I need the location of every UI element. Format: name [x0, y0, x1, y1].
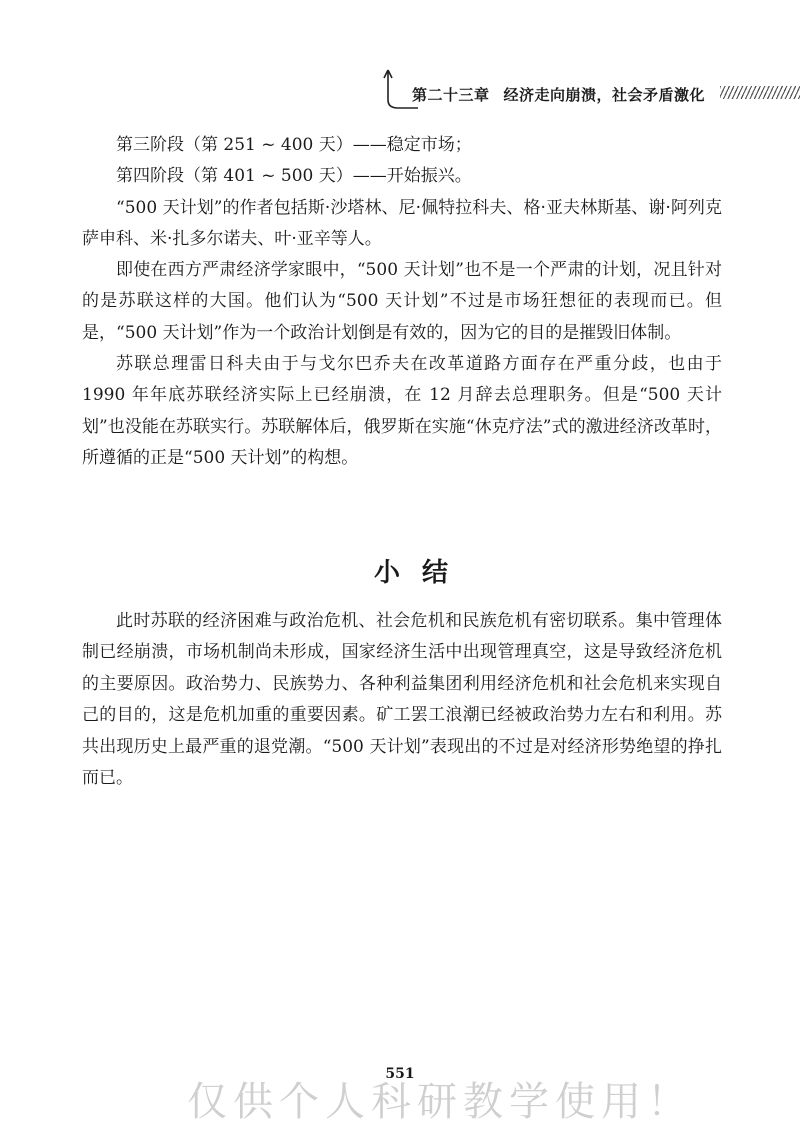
chapter-number: 第二十三章 [412, 86, 490, 104]
paragraph: 即使在西方严肃经济学家眼中，“500 天计划”也不是一个严肃的计划，况且针对的是苏联这样的大国。他们认为“500 天计划”不过是市场狂想征的表现而已。但是，“500 天计划”作为一个政治计划倒是有效的，因为它的目的是摧毁旧体制。 [82, 260, 722, 343]
page-number: 551 [385, 1066, 415, 1082]
section-title: 小结 [373, 558, 470, 588]
watermark: 仅供个人科研教学使用！ [187, 1079, 693, 1125]
running-header [378, 66, 800, 110]
paragraph: 苏联总理雷日科夫由于与戈尔巴乔夫在改革道路方面存在严重分歧，也由于 1990 年年底苏联经济实际上已经崩溃，在 12 月辞去总理职务。但是“500 天计划”也没能在苏联实行。苏联解体后，俄罗斯在实施“休克疗法”式的激进经济改革时，所遵循的正是“500 天计划”的构想。 [82, 354, 722, 468]
summary-text [82, 606, 722, 794]
header-hatch-decoration [720, 86, 800, 99]
summary-paragraph: 此时苏联的经济困难与政治危机、社会危机和民族危机有密切联系。集中管理体制已经崩溃，市场机制尚未形成，国家经济生活中出现管理真空，这是导致经济危机的主要原因。政治势力、民族势力、各种利益集团利用经济危机和社会危机来实现自己的目的，这是危机加重的重要因素。矿工罢工浪潮已经被政治势力左右和利用。苏共出现历史上最严重的退党潮。“500 天计划”表现出的不过是对经济形势绝望的挣扎而已。 [82, 611, 722, 789]
paragraph: 第四阶段（第 401 ~ 500 天）——开始振兴。 [116, 166, 472, 187]
paragraph: 第三阶段（第 251 ~ 400 天）——稳定市场； [116, 135, 472, 155]
paragraph: “500 天计划”的作者包括斯·沙塔林、尼·佩特拉科夫、格·亚夫林斯基、谢·阿列克萨申科、米·扎多尔诺夫、叶·亚辛等人。 [82, 197, 722, 249]
header-text [412, 84, 705, 105]
chapter-title: 经济走向崩溃，社会矛盾激化 [503, 86, 706, 104]
body-text [82, 130, 722, 474]
